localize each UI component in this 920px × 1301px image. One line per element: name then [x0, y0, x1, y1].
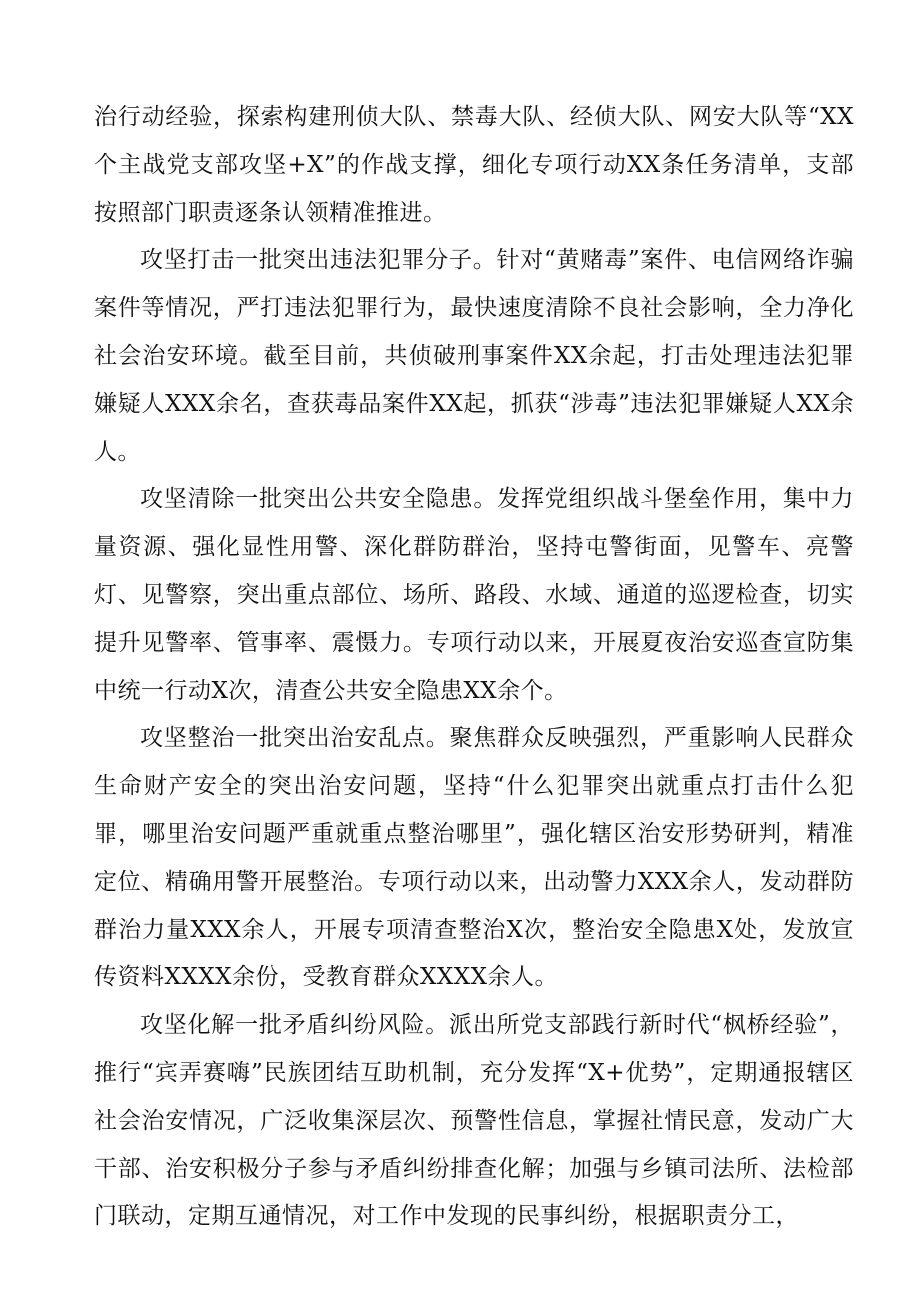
body-text [94, 94, 854, 1241]
paragraph-public-safety: 攻坚清除一批突出公共安全隐患。发挥党组织战斗堡垒作用，集中力量资源、强化显性用警、深化群防群治，坚持屯警街面，见警车、亮警灯、见警察，突出重点部位、场所、路段、水域、通道的巡逻检查，切实提升见警率、管事率、震慑力。专项行动以来，开展夏夜治安巡查宣防集中统一行动X次，清查公共安全隐患XX余个。 [94, 486, 854, 704]
paragraph-continuation: 治行动经验，探索构建刑侦大队、禁毒大队、经侦大队、网安大队等“XX个主战党支部攻坚+X”的作战支撑，细化专项行动XX条任务清单，支部按照部门职责逐条认领精准推进。 [94, 104, 854, 226]
paragraph-dispute-resolution: 攻坚化解一批矛盾纠纷风险。派出所党支部践行新时代“枫桥经验”，推行“宾弄赛嗨”民族团结互助机制，充分发挥“X+优势”，定期通报辖区社会治安情况，广泛收集深层次、预警性信息，掌握社情民意，发动广大干部、治安积极分子参与矛盾纠纷排查化解；加强与乡镇司法所、法检部门联动，定期互通情况，对工作中发现的民事纠纷，根据职责分工， [94, 1012, 854, 1230]
paragraph-disorder-rectification: 攻坚整治一批突出治安乱点。聚焦群众反映强烈，严重影响人民群众生命财产安全的突出治安问题，坚持“什么犯罪突出就重点打击什么犯罪，哪里治安问题严重就重点整治哪里”，强化辖区治安形势研判，精准定位、精确用警开展整治。专项行动以来，出动警力XXX余人，发动群防群治力量XXX余人，开展专项清查整治X次，整治安全隐患X处，发放宣传资料XXXX余份，受教育群众XXXX余人。 [94, 725, 854, 991]
paragraph-crime-crackdown: 攻坚打击一批突出违法犯罪分子。针对“黄赌毒”案件、电信网络诈骗案件等情况，严打违法犯罪行为，最快速度清除不良社会影响，全力净化社会治安环境。截至目前，共侦破刑事案件XX余起，打击处理违法犯罪嫌疑人XXX余名，查获毒品案件XX起，抓获“涉毒”违法犯罪嫌疑人XX余人。 [94, 247, 854, 465]
